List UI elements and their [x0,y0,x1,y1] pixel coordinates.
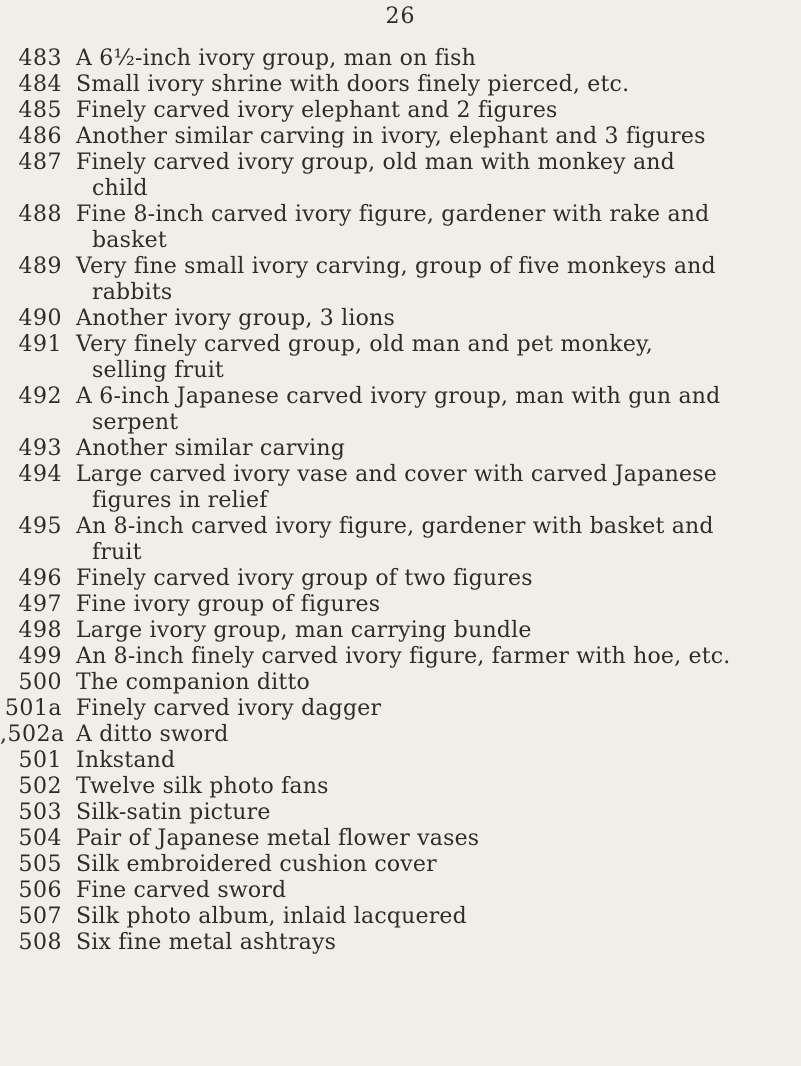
lot-entry [0,46,801,72]
lot-description-line: An 8-inch carved ivory figure, gardener with basket and [76,514,714,539]
lot-description-line: selling fruit [92,358,224,383]
lot-entry [0,904,801,930]
lot-description-line: Finely carved ivory elephant and 2 figures [76,98,558,123]
lot-description [76,202,791,254]
lot-entry [0,306,801,332]
lot-entry [0,670,801,696]
lot-description [76,566,791,592]
lot-number: 507 [18,904,62,929]
lot-number: 508 [18,930,62,955]
lot-description [76,644,791,670]
lot-number: 486 [18,124,62,149]
lot-description-line: Silk-satin picture [76,800,271,825]
lot-entry [0,566,801,592]
lot-entry [0,618,801,644]
lot-entry [0,878,801,904]
page-number: 26 [385,4,416,29]
lot-entry [0,124,801,150]
lot-description [76,800,791,826]
lot-description-line: Another ivory group, 3 lions [76,306,395,331]
lot-number: 497 [18,592,62,617]
lot-description [76,150,791,202]
lot-description-line: An 8-inch finely carved ivory figure, farmer with hoe, etc. [76,644,731,669]
lot-description [76,124,791,150]
lot-entry [0,332,801,384]
lot-description-line: Twelve silk photo fans [76,774,329,799]
lot-number: 498 [18,618,62,643]
lot-description-line: rabbits [92,280,173,305]
lot-description [76,670,791,696]
lot-description-line: Fine ivory group of figures [76,592,381,617]
lot-description-line: Fine 8-inch carved ivory figure, gardener with rake and [76,202,710,227]
lot-description-line: Small ivory shrine with doors finely pierced, etc. [76,72,630,97]
lot-description-line: A 6½-inch ivory group, man on fish [76,46,477,71]
lot-entry [0,644,801,670]
lot-description-line: Pair of Japanese metal flower vases [76,826,480,851]
lot-description-line: serpent [92,410,179,435]
lot-entry [0,254,801,306]
lot-entry [0,852,801,878]
lot-description-line: Silk photo album, inlaid lacquered [76,904,467,929]
lot-description [76,462,791,514]
lot-description-line: Very finely carved group, old man and pet monkey, [76,332,653,357]
lot-number: 496 [18,566,62,591]
lot-number: 483 [18,46,62,71]
lot-description [76,748,791,774]
lot-description [76,878,791,904]
lot-description-line: Another similar carving in ivory, elephant and 3 figures [76,124,706,149]
lot-number: 495 [18,514,62,539]
lot-description [76,384,791,436]
lot-description-line: basket [92,228,167,253]
lot-number: 492 [18,384,62,409]
lot-description-line: Finely carved ivory dagger [76,696,382,721]
lot-description [76,696,791,722]
lot-description [76,592,791,618]
lot-entry [0,436,801,462]
lot-description [76,436,791,462]
lot-entry [0,592,801,618]
lot-description [76,332,791,384]
lot-description-line: Large ivory group, man carrying bundle [76,618,532,643]
lot-description-line: Another similar carving [76,436,345,461]
lot-description [76,306,791,332]
lot-number: 506 [18,878,62,903]
lot-description-line: Very fine small ivory carving, group of five monkeys and [76,254,716,279]
lot-number: 493 [18,436,62,461]
lot-number: 485 [18,98,62,123]
lot-entry [0,98,801,124]
lot-entry [0,696,801,722]
lot-description [76,904,791,930]
lot-description [76,826,791,852]
lot-entry [0,930,801,956]
lot-entry [0,150,801,202]
lot-description-line: Silk embroidered cushion cover [76,852,437,877]
lot-description-line: Large carved ivory vase and cover with carved Japanese [76,462,717,487]
lot-entry [0,202,801,254]
lot-number: 501a [4,696,62,721]
lot-number: 489 [18,254,62,279]
lot-description-line: figures in relief [92,488,268,513]
lot-number: 502 [18,774,62,799]
lot-description [76,618,791,644]
lot-description [76,722,791,748]
lot-description-line: child [92,176,148,201]
lot-number: 491 [18,332,62,357]
lot-description-line: Fine carved sword [76,878,287,903]
lot-description-line: Inkstand [76,748,176,773]
lot-number: 484 [18,72,62,97]
lot-entry [0,72,801,98]
lot-number: 501 [18,748,62,773]
lot-description [76,254,791,306]
lot-description-line: Finely carved ivory group of two figures [76,566,533,591]
lot-entry [0,384,801,436]
lot-number: 503 [18,800,62,825]
lot-number: 500 [18,670,62,695]
lot-number: 499 [18,644,62,669]
lot-description [76,852,791,878]
lot-description-line: A ditto sword [76,722,229,747]
lot-description [76,98,791,124]
lot-entry [0,748,801,774]
lot-description [76,514,791,566]
lot-description-line: fruit [92,540,142,565]
lot-number: ,502a [0,722,65,747]
lot-description-line: A 6-inch Japanese carved ivory group, man with gun and [76,384,721,409]
lot-description [76,72,791,98]
lot-number: 494 [18,462,62,487]
lot-description [76,930,791,956]
lot-description [76,774,791,800]
lot-list [0,46,801,956]
lot-description-line: Six fine metal ashtrays [76,930,337,955]
lot-description [76,46,791,72]
lot-entry [0,514,801,566]
lot-number: 504 [18,826,62,851]
lot-description-line: The companion ditto [76,670,310,695]
lot-number: 505 [18,852,62,877]
lot-number: 488 [18,202,62,227]
lot-number: 490 [18,306,62,331]
lot-description-line: Finely carved ivory group, old man with monkey and [76,150,675,175]
lot-entry [0,774,801,800]
lot-number: 487 [18,150,62,175]
lot-entry [0,722,801,748]
lot-entry [0,826,801,852]
lot-entry [0,800,801,826]
lot-entry [0,462,801,514]
